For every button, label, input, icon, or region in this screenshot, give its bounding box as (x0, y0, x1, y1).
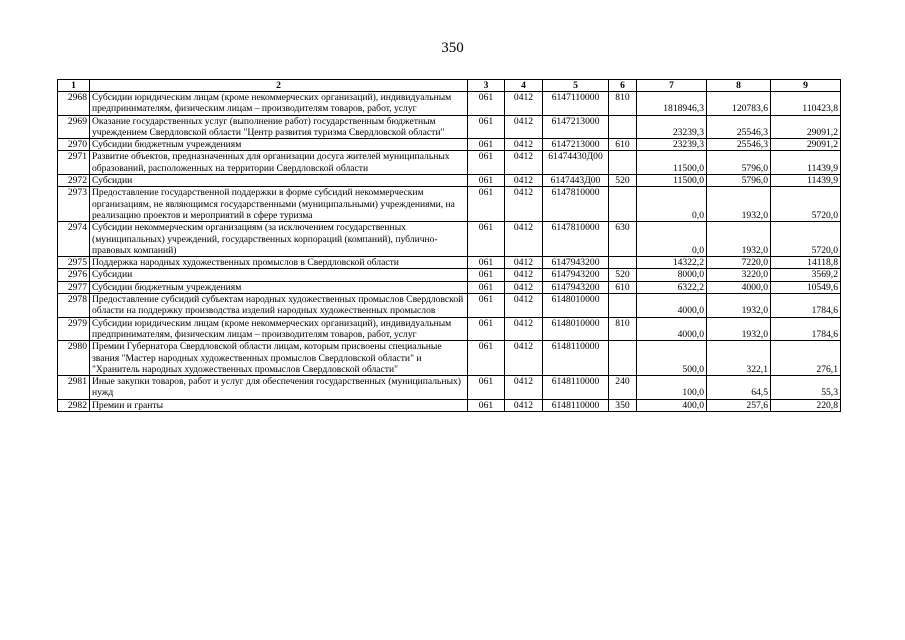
row-name-cell: Оказание государственных услуг (выполнение работ) государственным бюджетным учреждением Свердловской области "Центр развития туризма Свердловской области" (90, 115, 468, 139)
row-number-cell: 2977 (58, 281, 90, 293)
row-value-cell: 11439,9 (771, 151, 841, 175)
row-value-cell: 100,0 (637, 376, 707, 400)
row-value-cell: 6147810000 (543, 222, 609, 257)
row-name-cell: Поддержка народных художественных промыслов в Свердловской области (90, 257, 468, 269)
table-row (58, 115, 841, 139)
row-value-cell: 0412 (505, 294, 543, 318)
header-cell: 3 (468, 80, 505, 92)
row-value-cell: 276,1 (771, 341, 841, 376)
header-cell: 2 (90, 80, 468, 92)
row-value-cell: 810 (609, 317, 637, 341)
row-value-cell (609, 341, 637, 376)
row-value-cell: 061 (468, 269, 505, 281)
row-name-cell: Субсидии юридическим лицам (кроме некоммерческих организаций), индивидуальным предпринимателям, физическим лицам – производителям товаров, работ, услуг (90, 92, 468, 116)
row-value-cell: 0,0 (637, 187, 707, 222)
row-value-cell: 25546,3 (707, 139, 771, 151)
row-value-cell: 1818946,3 (637, 92, 707, 116)
row-value-cell: 500,0 (637, 341, 707, 376)
row-value-cell: 0412 (505, 376, 543, 400)
row-name-cell: Субсидии некоммерческим организациям (за исключением государственных (муниципальных) учреждений, государственных корпораций (компаний), публично-правовых компаний) (90, 222, 468, 257)
row-value-cell: 29091,2 (771, 139, 841, 151)
table-row (58, 187, 841, 222)
row-value-cell: 240 (609, 376, 637, 400)
row-value-cell: 061 (468, 175, 505, 187)
row-value-cell: 6148110000 (543, 376, 609, 400)
table-row (58, 281, 841, 293)
row-name-cell: Премии Губернатора Свердловской области лицам, которым присвоены специальные звания "Мастер народных художественных промыслов Свердловской области" и "Хранитель народных художественных промыслов Свердловской области" (90, 341, 468, 376)
row-value-cell: 6147943200 (543, 257, 609, 269)
row-value-cell: 55,3 (771, 376, 841, 400)
row-value-cell: 1784,6 (771, 317, 841, 341)
row-value-cell: 110423,8 (771, 92, 841, 116)
row-value-cell: 220,8 (771, 399, 841, 411)
row-value-cell: 630 (609, 222, 637, 257)
row-number-cell: 2974 (58, 222, 90, 257)
row-value-cell: 64,5 (707, 376, 771, 400)
table-row (58, 294, 841, 318)
row-name-cell: Предоставление государственной поддержки в форме субсидий некоммерческим организациям, не являющимся государственными (муниципальными) учреждениями, на реализацию проектов и мероприятий в сфере туризма (90, 187, 468, 222)
row-value-cell: 0412 (505, 175, 543, 187)
row-value-cell: 61474430Д00 (543, 151, 609, 175)
row-value-cell: 7220,0 (707, 257, 771, 269)
row-number-cell: 2968 (58, 92, 90, 116)
row-value-cell: 0412 (505, 222, 543, 257)
row-number-cell: 2970 (58, 139, 90, 151)
row-value-cell: 5796,0 (707, 175, 771, 187)
row-number-cell: 2972 (58, 175, 90, 187)
row-value-cell: 25546,3 (707, 115, 771, 139)
row-value-cell: 061 (468, 281, 505, 293)
row-value-cell: 0412 (505, 269, 543, 281)
row-value-cell: 3220,0 (707, 269, 771, 281)
page-number: 350 (441, 40, 464, 56)
row-value-cell: 0412 (505, 341, 543, 376)
row-value-cell: 5796,0 (707, 151, 771, 175)
row-value-cell: 610 (609, 281, 637, 293)
row-name-cell: Субсидии юридическим лицам (кроме некоммерческих организаций), индивидуальным предпринимателям, физическим лицам – производителям товаров, работ, услуг (90, 317, 468, 341)
row-number-cell: 2971 (58, 151, 90, 175)
row-number-cell: 2979 (58, 317, 90, 341)
row-value-cell: 061 (468, 399, 505, 411)
row-value-cell: 061 (468, 92, 505, 116)
row-number-cell: 2975 (58, 257, 90, 269)
row-value-cell: 6147443Д00 (543, 175, 609, 187)
row-value-cell: 6147943200 (543, 281, 609, 293)
row-value-cell: 0412 (505, 257, 543, 269)
row-name-cell: Субсидии (90, 175, 468, 187)
row-value-cell: 0412 (505, 151, 543, 175)
row-value-cell: 4000,0 (637, 317, 707, 341)
row-value-cell: 061 (468, 257, 505, 269)
row-value-cell: 061 (468, 317, 505, 341)
row-name-cell: Субсидии бюджетным учреждениям (90, 281, 468, 293)
row-value-cell: 11439,9 (771, 175, 841, 187)
row-value-cell: 10549,6 (771, 281, 841, 293)
table-row (58, 175, 841, 187)
row-name-cell: Субсидии (90, 269, 468, 281)
row-value-cell: 8000,0 (637, 269, 707, 281)
table-row (58, 317, 841, 341)
header-cell: 5 (543, 80, 609, 92)
row-value-cell: 4000,0 (637, 294, 707, 318)
table-row (58, 269, 841, 281)
row-value-cell: 5720,0 (771, 187, 841, 222)
row-value-cell: 061 (468, 139, 505, 151)
row-value-cell (609, 115, 637, 139)
row-number-cell: 2973 (58, 187, 90, 222)
row-value-cell: 061 (468, 376, 505, 400)
header-cell: 7 (637, 80, 707, 92)
row-value-cell (609, 294, 637, 318)
row-name-cell: Развитие объектов, предназначенных для организации досуга жителей муниципальных образований, расположенных на территории Свердловской области (90, 151, 468, 175)
table-row (58, 341, 841, 376)
row-value-cell: 14118,8 (771, 257, 841, 269)
budget-table (57, 79, 841, 412)
row-value-cell: 0412 (505, 115, 543, 139)
row-value-cell: 5720,0 (771, 222, 841, 257)
row-value-cell: 6148010000 (543, 294, 609, 318)
row-value-cell (609, 151, 637, 175)
row-value-cell: 6147943200 (543, 269, 609, 281)
header-cell: 9 (771, 80, 841, 92)
row-value-cell: 350 (609, 399, 637, 411)
row-value-cell: 1932,0 (707, 317, 771, 341)
row-value-cell: 0412 (505, 317, 543, 341)
row-number-cell: 2969 (58, 115, 90, 139)
row-value-cell: 6148110000 (543, 341, 609, 376)
row-name-cell: Предоставление субсидий субъектам народных художественных промыслов Свердловской области на поддержку производства изделий народных художественных промыслов (90, 294, 468, 318)
row-value-cell: 120783,6 (707, 92, 771, 116)
row-value-cell: 6147213000 (543, 115, 609, 139)
row-value-cell: 061 (468, 187, 505, 222)
row-value-cell: 6322,2 (637, 281, 707, 293)
table-row (58, 151, 841, 175)
row-value-cell: 257,6 (707, 399, 771, 411)
row-number-cell: 2980 (58, 341, 90, 376)
row-value-cell: 11500,0 (637, 175, 707, 187)
row-value-cell: 14322,2 (637, 257, 707, 269)
table-row (58, 222, 841, 257)
row-value-cell: 061 (468, 115, 505, 139)
header-cell: 6 (609, 80, 637, 92)
row-value-cell: 0412 (505, 281, 543, 293)
row-value-cell: 1932,0 (707, 187, 771, 222)
row-value-cell: 3569,2 (771, 269, 841, 281)
row-value-cell (609, 187, 637, 222)
row-value-cell: 4000,0 (707, 281, 771, 293)
row-value-cell: 610 (609, 139, 637, 151)
row-value-cell: 6148010000 (543, 317, 609, 341)
row-value-cell: 061 (468, 341, 505, 376)
header-row (58, 80, 841, 92)
row-value-cell: 23239,3 (637, 115, 707, 139)
row-value-cell: 322,1 (707, 341, 771, 376)
table-row (58, 376, 841, 400)
row-value-cell: 0412 (505, 139, 543, 151)
row-value-cell: 11500,0 (637, 151, 707, 175)
row-value-cell: 0,0 (637, 222, 707, 257)
table-row (58, 399, 841, 411)
row-value-cell: 1932,0 (707, 294, 771, 318)
row-value-cell: 6147213000 (543, 139, 609, 151)
table-row (58, 257, 841, 269)
row-value-cell: 23239,3 (637, 139, 707, 151)
row-value-cell (609, 257, 637, 269)
header-cell: 4 (505, 80, 543, 92)
table-row (58, 139, 841, 151)
row-value-cell: 061 (468, 294, 505, 318)
row-value-cell: 061 (468, 151, 505, 175)
row-name-cell: Иные закупки товаров, работ и услуг для обеспечения государственных (муниципальных) нужд (90, 376, 468, 400)
row-name-cell: Субсидии бюджетным учреждениям (90, 139, 468, 151)
header-cell: 1 (58, 80, 90, 92)
row-number-cell: 2976 (58, 269, 90, 281)
row-value-cell: 6147810000 (543, 187, 609, 222)
header-cell: 8 (707, 80, 771, 92)
row-number-cell: 2981 (58, 376, 90, 400)
row-value-cell: 520 (609, 269, 637, 281)
row-value-cell: 1932,0 (707, 222, 771, 257)
row-value-cell: 520 (609, 175, 637, 187)
table-row (58, 92, 841, 116)
row-value-cell: 0412 (505, 399, 543, 411)
row-value-cell: 1784,6 (771, 294, 841, 318)
row-value-cell: 29091,2 (771, 115, 841, 139)
row-value-cell: 6147110000 (543, 92, 609, 116)
row-value-cell: 0412 (505, 187, 543, 222)
row-value-cell: 810 (609, 92, 637, 116)
row-name-cell: Премии и гранты (90, 399, 468, 411)
row-number-cell: 2978 (58, 294, 90, 318)
row-value-cell: 0412 (505, 92, 543, 116)
row-value-cell: 400,0 (637, 399, 707, 411)
row-value-cell: 6148110000 (543, 399, 609, 411)
row-value-cell: 061 (468, 222, 505, 257)
row-number-cell: 2982 (58, 399, 90, 411)
